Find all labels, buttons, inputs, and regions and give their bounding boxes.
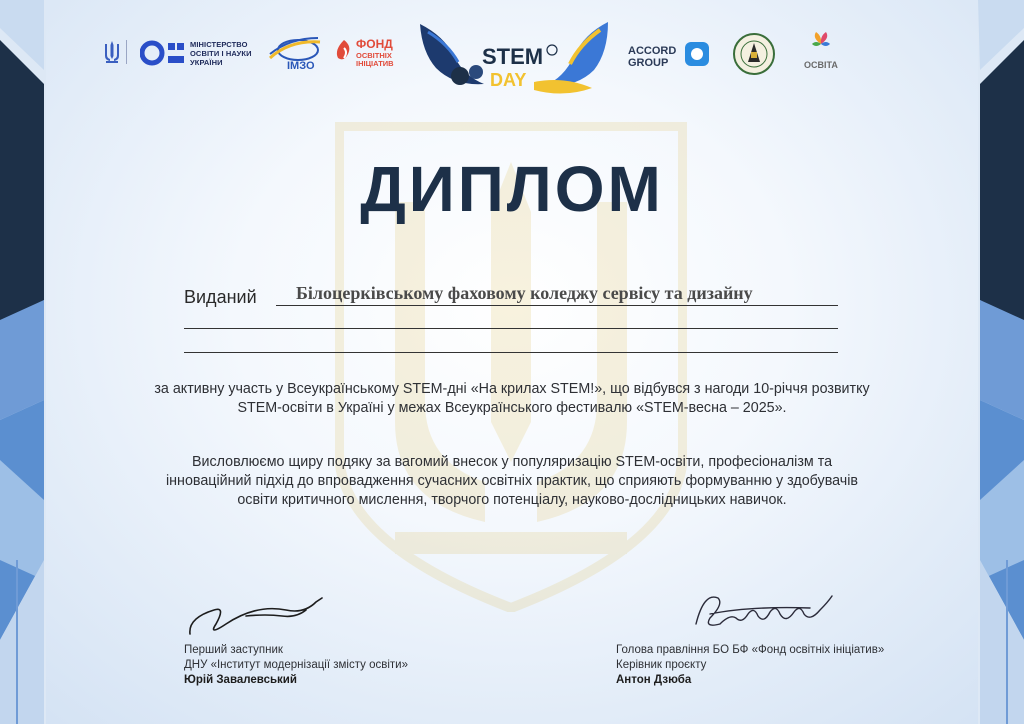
ministry-education-logo-icon <box>140 40 186 66</box>
left-signatory-name: Юрій Завалевський <box>184 674 297 686</box>
issued-label: Виданий <box>184 287 257 307</box>
right-signature <box>690 584 836 636</box>
fond-logo-title: ФОНД <box>356 37 393 51</box>
accord-logo-icon <box>684 41 710 67</box>
recipient-underline <box>276 305 838 306</box>
diploma-title: ДИПЛОМ <box>360 153 664 225</box>
partner-logos <box>0 0 1024 110</box>
recipient-name: Білоцерківському фаховому коледжу сервісу та дизайну <box>296 283 753 303</box>
osvita-logo-text: ОСВІТА <box>804 60 838 70</box>
accord-logo-text: ACCORD GROUP <box>628 45 677 69</box>
blank-line-2 <box>184 352 838 353</box>
right-signatory-position: Голова правління БО БФ «Фонд освітніх ініціатив» <box>616 644 885 656</box>
participation-text: за активну участь у Всеукраїнському STEM-дні «На крилах STEM!», що відбувся з нагоди 10-річчя розвитку STEM-освіти в Україні у межах Всеукраїнського фестивалю «STEM-весна – 2025». <box>154 381 870 416</box>
fond-logo-subtitle: ОСВІТНІХ ІНІЦІАТИВ <box>356 51 394 68</box>
gratitude-text: Висловлюємо щиру подяку за вагомий внесок у популяризацію STEM-освіти, професіоналізм та інноваційний підхід до впровадження сучасних освітніх практик, що сприяють формуванню у здобувачів освіти критичного мислення, творчого потенціалу, науково-дослідницьких навичок. <box>165 454 859 508</box>
day-word: DAY <box>490 70 527 90</box>
left-signatory-position: Перший заступник <box>184 644 283 656</box>
left-signatory <box>184 643 408 688</box>
imzo-logo-text: ІМЗО <box>287 60 315 72</box>
blank-line-1 <box>184 328 838 329</box>
osvita-logo-icon <box>808 30 834 58</box>
right-signatory-role: Керівник проєкту <box>616 659 707 671</box>
ukraine-coat-of-arms-icon <box>104 40 120 64</box>
stem-word: STEM <box>482 44 544 69</box>
college-seal-icon <box>732 32 776 76</box>
right-signatory-name: Антон Дзюба <box>616 674 692 686</box>
logo-divider <box>126 40 127 64</box>
ministry-logo-text: МІНІСТЕРСТВО ОСВІТИ І НАУКИ УКРАЇНИ <box>190 40 252 67</box>
left-signature <box>186 594 328 638</box>
stem-day-emblem-icon <box>414 16 614 100</box>
fond-logo-icon <box>334 38 354 64</box>
left-signatory-organization: ДНУ «Інститут модернізації змісту освіти» <box>184 659 408 671</box>
right-signatory <box>616 643 884 688</box>
